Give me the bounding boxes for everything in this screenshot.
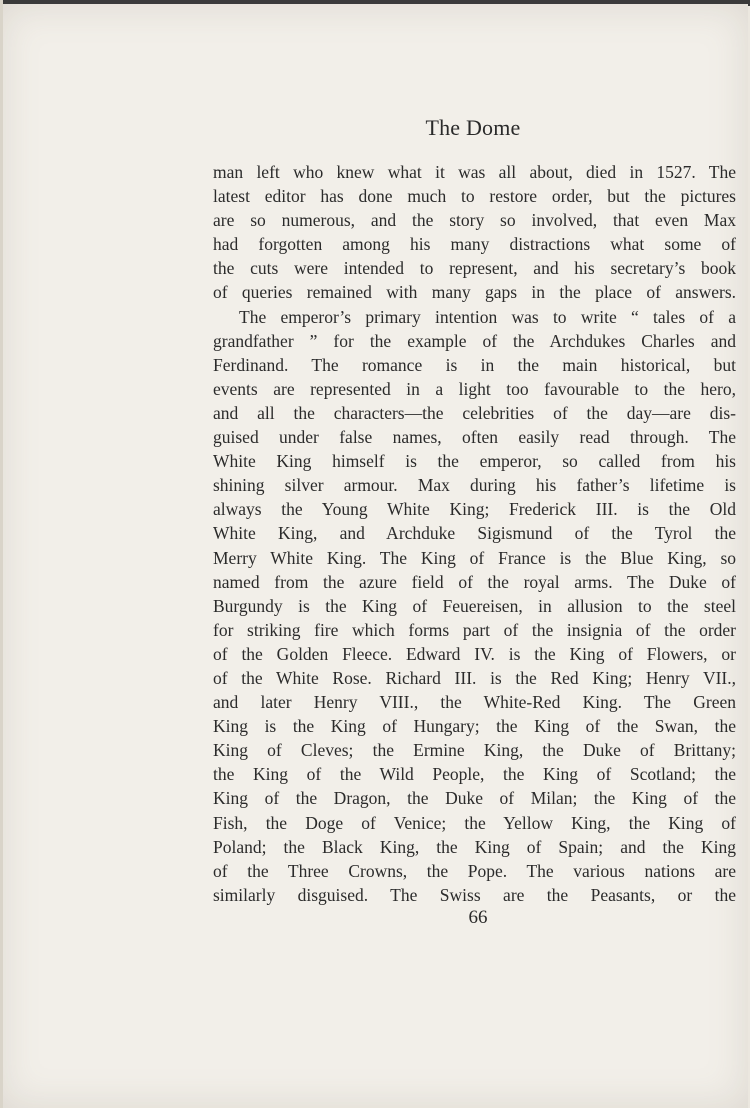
text-line: man left who knew what it was all about, died in 1527. The: [213, 162, 736, 182]
running-title: The Dome: [425, 115, 521, 140]
text-line: Merry White King. The King of France is the Blue King, so: [213, 547, 736, 568]
text-line: grandfather ” for the example of the Archdukes Charles and: [213, 330, 736, 351]
text-line: and all the characters—the celebrities of the day—are dis-: [213, 402, 736, 423]
text-line: guised under false names, often easily read through. The: [213, 427, 736, 448]
text-line: of queries remained with many gaps in the place of answers.: [213, 282, 736, 303]
text-line: of the White Rose. Richard III. is the Red King; Henry VII.,: [213, 667, 736, 688]
text-line: for striking fire which forms part of the insignia of the order: [213, 619, 736, 640]
text-line: latest editor has done much to restore order, but the pictures: [213, 186, 736, 207]
text-line: Fish, the Doge of Venice; the Yellow King, the King of: [213, 812, 736, 833]
text-line: Burgundy is the King of Feuereisen, in allusion to the steel: [213, 595, 736, 616]
text-line: named from the azure field of the royal arms. The Duke of: [213, 571, 736, 592]
paragraph-start-line: The emperor’s primary intention was to write “ tales of a: [239, 306, 736, 327]
text-line: King of the Dragon, the Duke of Milan; the King of the: [213, 788, 736, 809]
page-number: 66: [468, 907, 488, 928]
page-left-edge: [0, 0, 3, 1108]
text-line: King of Cleves; the Ermine King, the Duke of Brittany;: [213, 740, 736, 761]
text-line: White King, and Archduke Sigismund of the Tyrol the: [213, 523, 736, 544]
text-line: King is the King of Hungary; the King of the Swan, the: [213, 716, 736, 737]
text-line: always the Young White King; Frederick III. is the Old: [213, 499, 736, 520]
text-line: similarly disguised. The Swiss are the Peasants, or the: [213, 884, 736, 905]
text-line: of the Three Crowns, the Pope. The various nations are: [213, 860, 736, 881]
text-line: the cuts were intended to represent, and his secretary’s book: [213, 258, 736, 279]
text-line: Ferdinand. The romance is in the main historical, but: [213, 354, 736, 375]
text-line: shining silver armour. Max during his father’s lifetime is: [213, 475, 736, 496]
text-line: Poland; the Black King, the King of Spain; and the King: [213, 836, 736, 857]
text-line: had forgotten among his many distractions what some of: [213, 234, 736, 255]
text-line: are so numerous, and the story so involved, that even Max: [213, 210, 736, 231]
text-line: events are represented in a light too favourable to the hero,: [213, 378, 736, 399]
text-line: and later Henry VIII., the White-Red King. The Green: [213, 692, 736, 713]
text-line: of the Golden Fleece. Edward IV. is the King of Flowers, or: [213, 643, 736, 664]
body-text: [213, 160, 736, 907]
text-line: the King of the Wild People, the King of Scotland; the: [213, 764, 736, 785]
text-line: White King himself is the emperor, so called from his: [213, 451, 736, 472]
